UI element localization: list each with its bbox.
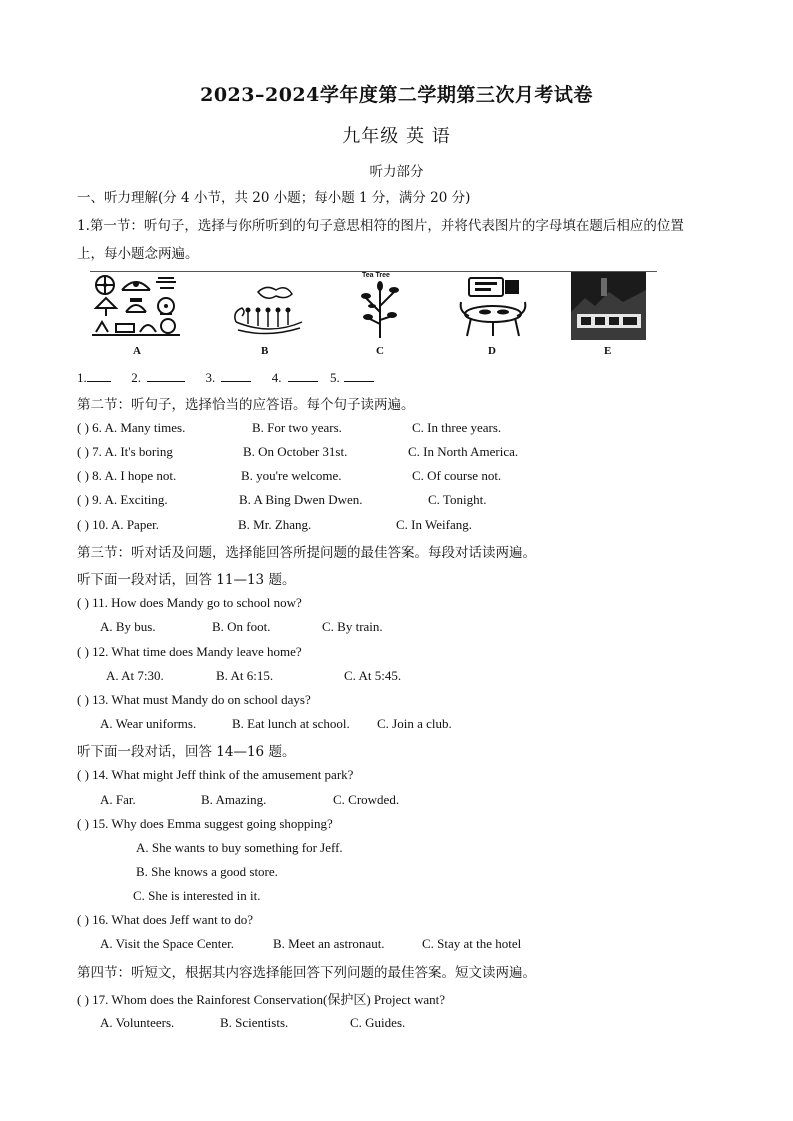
dialog2-instruction: 听下面一段对话，回答 14—16 题。 (77, 744, 296, 760)
answer-blanks (77, 369, 374, 386)
picture-d (457, 272, 529, 340)
question-9-option-c: C. Tonight. (428, 492, 487, 507)
picture-d-label: D (488, 345, 496, 357)
question-6-option-b: B. For two years. (252, 420, 342, 435)
picture-c-caption: Tea Tree (362, 272, 390, 279)
question-14-option-b: B. Amazing. (201, 792, 267, 807)
question-12-option-a: A. At 7:30. (106, 668, 164, 683)
page-title: 2023–2024学年度第二学期第三次月考试卷 (200, 84, 593, 106)
answer-blank-1[interactable] (87, 369, 111, 382)
question-9-option-b: B. A Bing Dwen Dwen. (239, 492, 363, 507)
question-14: ( ) 14. What might Jeff think of the amusement park? (77, 767, 354, 782)
answer-blank-4[interactable] (288, 369, 318, 382)
picture-c (352, 272, 408, 340)
blank-label-2: 2. (131, 370, 141, 385)
part2-heading: 第二节：听句子，选择恰当的应答语。每个句子读两遍。 (77, 397, 415, 413)
question-12-option-c: C. At 5:45. (344, 668, 402, 683)
question-16-option-a: A. Visit the Space Center. (100, 936, 235, 951)
part1-instruction-line1: 1.第一节：听句子，选择与你所听到的句子意思相符的图片，并将代表图片的字母填在题后相应的位置 (77, 218, 684, 234)
question-12-option-b: B. At 6:15. (216, 668, 274, 683)
question-7: ( ) 7. A. It's boring (77, 444, 173, 459)
question-14-option-a: A. Far. (100, 792, 136, 807)
question-13: ( ) 13. What must Mandy do on school days? (77, 692, 311, 707)
question-17-option-c: C. Guides. (350, 1015, 406, 1030)
question-9: ( ) 9. A. Exciting. (77, 492, 168, 507)
question-11-option-b: B. On foot. (212, 619, 271, 634)
question-8: ( ) 8. A. I hope not. (77, 468, 177, 483)
question-16: ( ) 16. What does Jeff want to do? (77, 912, 254, 927)
blank-label-4: 4. (271, 370, 282, 385)
question-16-option-b: B. Meet an astronaut. (273, 936, 385, 951)
question-13-option-c: C. Join a club. (377, 716, 452, 731)
answer-blank-3[interactable] (221, 369, 251, 382)
question-15-option-b: B. She knows a good store. (136, 864, 278, 879)
question-13-option-a: A. Wear uniforms. (100, 716, 197, 731)
question-8-option-b: B. you're welcome. (241, 468, 342, 483)
question-14-option-c: C. Crowded. (333, 792, 400, 807)
part1-heading: 一、听力理解(分 4 小节，共 20 小题；每小题 1 分，满分 20 分) (77, 190, 471, 206)
answer-blank-5[interactable] (344, 369, 374, 382)
question-11-option-a: A. By bus. (100, 619, 156, 634)
question-7-option-b: B. On October 31st. (243, 444, 348, 459)
picture-e-label: E (604, 345, 612, 357)
section-title: 听力部分 (369, 164, 424, 180)
question-12: ( ) 12. What time does Mandy leave home? (77, 644, 302, 659)
picture-e (571, 272, 646, 340)
dialog1-instruction: 听下面一段对话，回答 11—13 题。 (77, 572, 296, 588)
question-17-option-a: A. Volunteers. (100, 1015, 175, 1030)
blank-label-3: 3. (205, 370, 216, 385)
picture-c-label: C (376, 345, 384, 357)
question-17-option-b: B. Scientists. (220, 1015, 289, 1030)
question-10-option-b: B. Mr. Zhang. (238, 517, 312, 532)
question-17: ( ) 17. Whom does the Rainforest Conservation(保护区) Project want? (77, 992, 446, 1007)
question-6: ( ) 6. A. Many times. (77, 420, 186, 435)
picture-a (90, 272, 182, 340)
dragon-boat-icon (228, 272, 308, 340)
blank-label-1: 1. (77, 370, 87, 385)
movie-poster-icon (571, 272, 646, 340)
blank-label-5: 5. (330, 370, 340, 385)
question-15-option-c: C. She is interested in it. (133, 888, 261, 903)
question-6-option-c: C. In three years. (412, 420, 502, 435)
question-8-option-c: C. Of course not. (412, 468, 502, 483)
part4-heading: 第四节：听短文，根据其内容选择能回答下列问题的最佳答案。短文读两遍。 (77, 965, 536, 981)
question-10-option-c: C. In Weifang. (396, 517, 472, 532)
part3-heading: 第三节：听对话及问题，选择能回答所提问题的最佳答案。每段对话读两遍。 (77, 545, 536, 561)
question-7-option-c: C. In North America. (408, 444, 519, 459)
question-11-option-c: C. By train. (322, 619, 383, 634)
question-10: ( ) 10. A. Paper. (77, 517, 159, 532)
question-15: ( ) 15. Why does Emma suggest going shopping? (77, 816, 333, 831)
question-13-option-b: B. Eat lunch at school. (232, 716, 350, 731)
question-15-option-a: A. She wants to buy something for Jeff. (136, 840, 343, 855)
restaurant-table-icon (457, 272, 529, 340)
tea-plant-icon (352, 272, 408, 340)
picture-a-label: A (133, 345, 141, 357)
subject-title: 九年级 英 语 (342, 126, 451, 147)
question-11: ( ) 11. How does Mandy go to school now? (77, 595, 302, 610)
amusement-park-icon (90, 272, 182, 340)
part1-instruction-line2: 上，每小题念两遍。 (77, 246, 199, 262)
question-16-option-c: C. Stay at the hotel (422, 936, 522, 951)
picture-b-label: B (261, 345, 269, 357)
picture-b (228, 272, 308, 340)
answer-blank-2[interactable] (147, 369, 185, 382)
